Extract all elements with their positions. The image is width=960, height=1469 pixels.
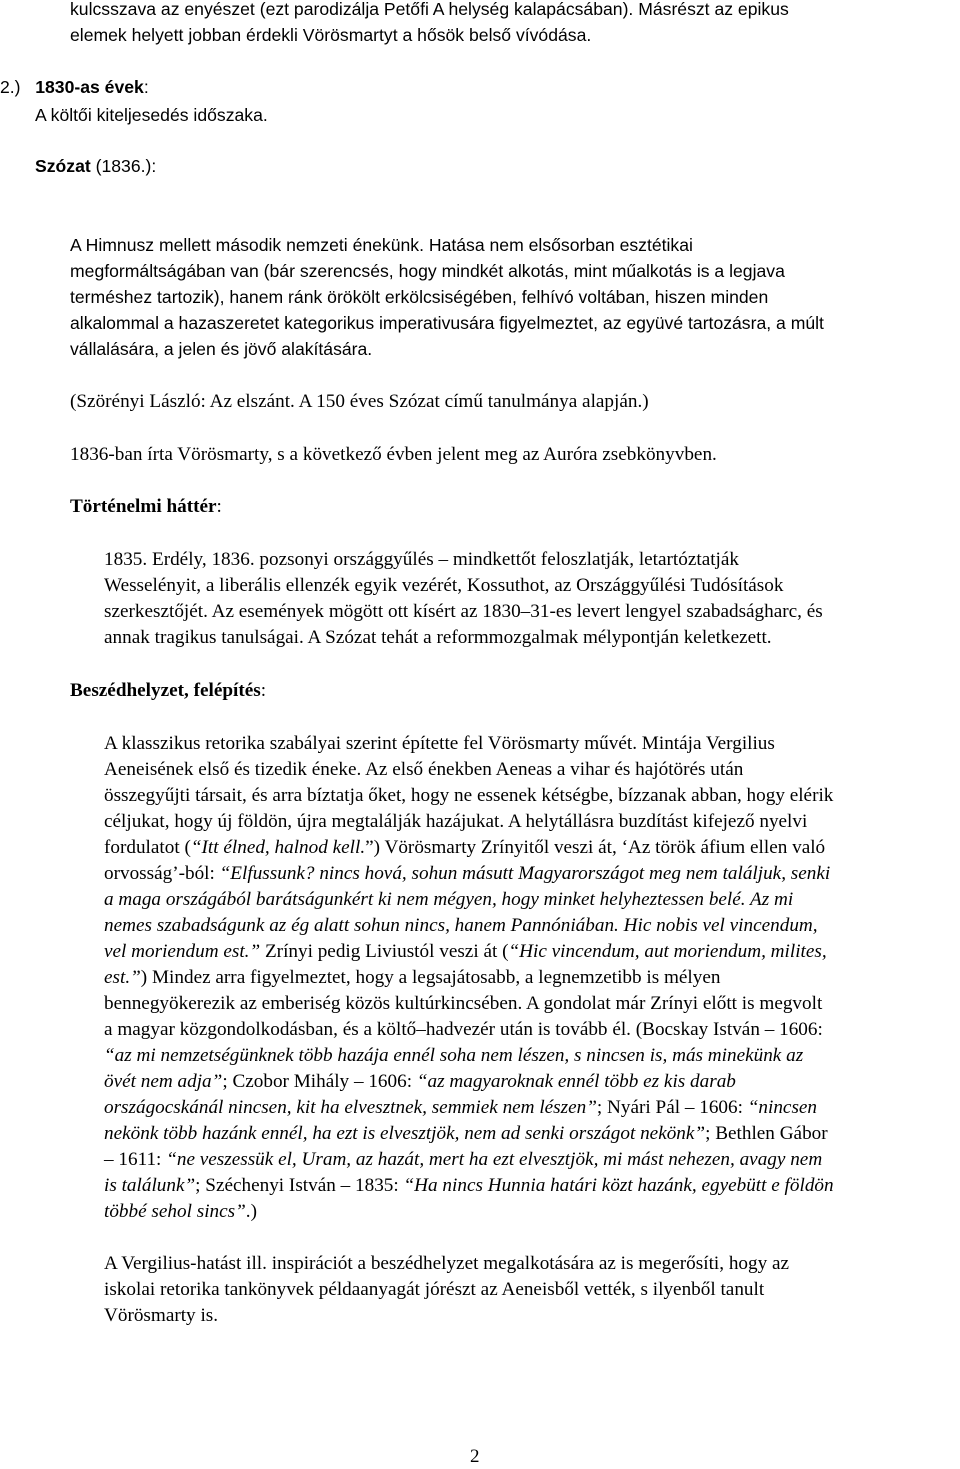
b-line-13: “az mi nemzetségünknek több hazája ennél soha nem lészen, s nincsen is, más minekünk az [104,1045,804,1066]
section-2-subtitle: A költői kiteljesedés időszaka. [35,105,268,125]
b-line-11: bennegyökerezik az emberiség közös kultúrkincsében. A gondolat már Zrínyi előtt is megvolt [104,993,823,1014]
intro-line-1: kulcsszava az enyészet (ezt parodizálja Petőfi A helység kalapácsában). Másrészt az epikus [70,0,789,19]
b-line-6: orvosság’-ból: “Elfussunk? nincs hová, sohun másutt Magyarországot meg nem találjuk, senki [104,863,831,884]
beszedhelyzet-heading: Beszédhelyzet, felépítés: [70,680,267,701]
tortenelmi-line-3: szerkesztőjét. Az események mögött ott kísért az 1830–31-es levert lengyel szabadságharc, és [104,601,823,622]
beszedhelyzet-title: Beszédhelyzet, felépítés [70,680,261,701]
b-line-9: vel moriendum est.” Zrínyi pedig Liviustól veszi át (“Hic vincendum, aut moriendum, milites, [104,941,827,962]
vergilius-line-3: Vörösmarty is. [104,1305,219,1326]
szozat-heading: Szózat (1836.): [35,156,157,176]
hatas-line-2: megformáltságában van (bár szerencsés, hogy mindkét alkotás, mint műalkotás is a legjava [70,261,785,281]
page-number: 2 [470,1446,480,1467]
tortenelmi-line-1: 1835. Erdély, 1836. pozsonyi országgyűlés – mindkettőt feloszlatják, letartóztatják [104,549,739,570]
b-line-1: A klasszikus retorika szabályai szerint építette fel Vörösmarty művét. Mintája Vergilius [104,733,775,754]
b-line-17: – 1611: “ne veszessük el, Uram, az hazát, mert ha ezt elvesztjök, mi mást nehezen, avagy nem [104,1149,823,1170]
b-line-4: céljukat, hogy új földön, újra megtalálják hazájukat. A helytállásra buzdítást kifejező nyelvi [104,811,808,832]
hatas-line-3: terméshez tartozik), hanem ránk örökölt erkölcsiségében, felhívó voltában, hiszen minden [70,287,769,307]
hatas-line-1: A Himnusz mellett második nemzeti énekünk. Hatása nem elsősorban esztétikai [70,235,693,255]
b-line-2: Aeneisének első és tizedik éneke. Az első énekben Aeneas a vihar és hajótörés után [104,759,744,780]
section-2-title: 1830-as évek [35,77,144,97]
source-citation: (Szörényi László: Az elszánt. A 150 éves Szózat című tanulmánya alapján.) [70,391,649,412]
section-2-heading: 2.) 1830-as évek: [0,77,149,97]
tortenelmi-heading: Történelmi háttér: [70,496,222,517]
b-line-8: nemes szabadságunk az ég alatt sohun nincs, hanem Pannóniában. Hic nobis vel vincendum, [104,915,818,936]
b-line-18: is találunk”; Széchenyi István – 1835: “Ha nincs Hunnia határi közt hazánk, egyebütt e földön [104,1175,834,1196]
b-line-7: a maga országából barátságunkért ki nem mégyen, hogy minket helyheztessen belé. Az mi [104,889,794,910]
hatas-line-4: alkalommal a hazaszeretet kategorikus imperativusára figyelmeztet, az együvé tartozásra, a múlt [70,313,824,333]
b-line-16: nekönk több hazánk ennél, ha ezt is elvesztjök, nem ad senki országot nekönk”; Bethlen Gábor [104,1123,828,1144]
b-line-15: országocskánál nincsen, kit ha elvesztnek, semmiek nem lészen”; Nyári Pál – 1606: “nincsen [104,1097,818,1118]
b-line-3: összegyűjti társait, és arra bíztatja őket, hogy ne essenek kétségbe, bízzanak abban, hogy elérik [104,785,834,806]
tortenelmi-line-2: Wesselényit, a liberális ellenzék egyik vezérét, Kossuthot, az Országgyűlési Tudósítások [104,575,784,596]
b-line-12: a magyar közgondolkodásban, és a költő–hadvezér után is tovább él. (Bocskay István – 1606: [104,1019,823,1040]
intro-line-2: elemek helyett jobban érdekli Vörösmartyt a hősök belső vívódása. [70,25,592,45]
b-line-10: est.”) Mindez arra figyelmeztet, hogy a legsajátosabb, a legnemzetibb is mélyen [104,967,721,988]
vergilius-line-2: iskolai retorika tankönyvek példaanyagát jórészt az Aeneisből vették, s ilyenből tanult [104,1279,765,1300]
hatas-line-5: vállalására, a jelen és jövő alakítására. [70,339,373,359]
tortenelmi-line-4: annak tragikus tanulságai. A Szózat tehát a reformmozgalmak mélypontján keletkezett. [104,627,772,648]
tortenelmi-title: Történelmi háttér [70,496,217,517]
szozat-title: Szózat [35,156,91,176]
vergilius-line-1: A Vergilius-hatást ill. inspirációt a beszédhelyzet megalkotására az is megerősíti, hogy az [104,1253,790,1274]
iras-line: 1836-ban írta Vörösmarty, s a következő évben jelent meg az Auróra zsebkönyvben. [70,444,717,465]
b-line-14: övét nem adja”; Czobor Mihály – 1606: “az magyaroknak ennél több ez kis darab [104,1071,736,1092]
b-line-19: többé sehol sincs”.) [104,1201,257,1222]
section-2-number: 2.) [0,77,21,97]
b-line-5: fordulatot (“Itt élned, halnod kell.”) Vörösmarty Zrínyitől veszi át, ‘Az török áfium ellen való [104,837,826,858]
